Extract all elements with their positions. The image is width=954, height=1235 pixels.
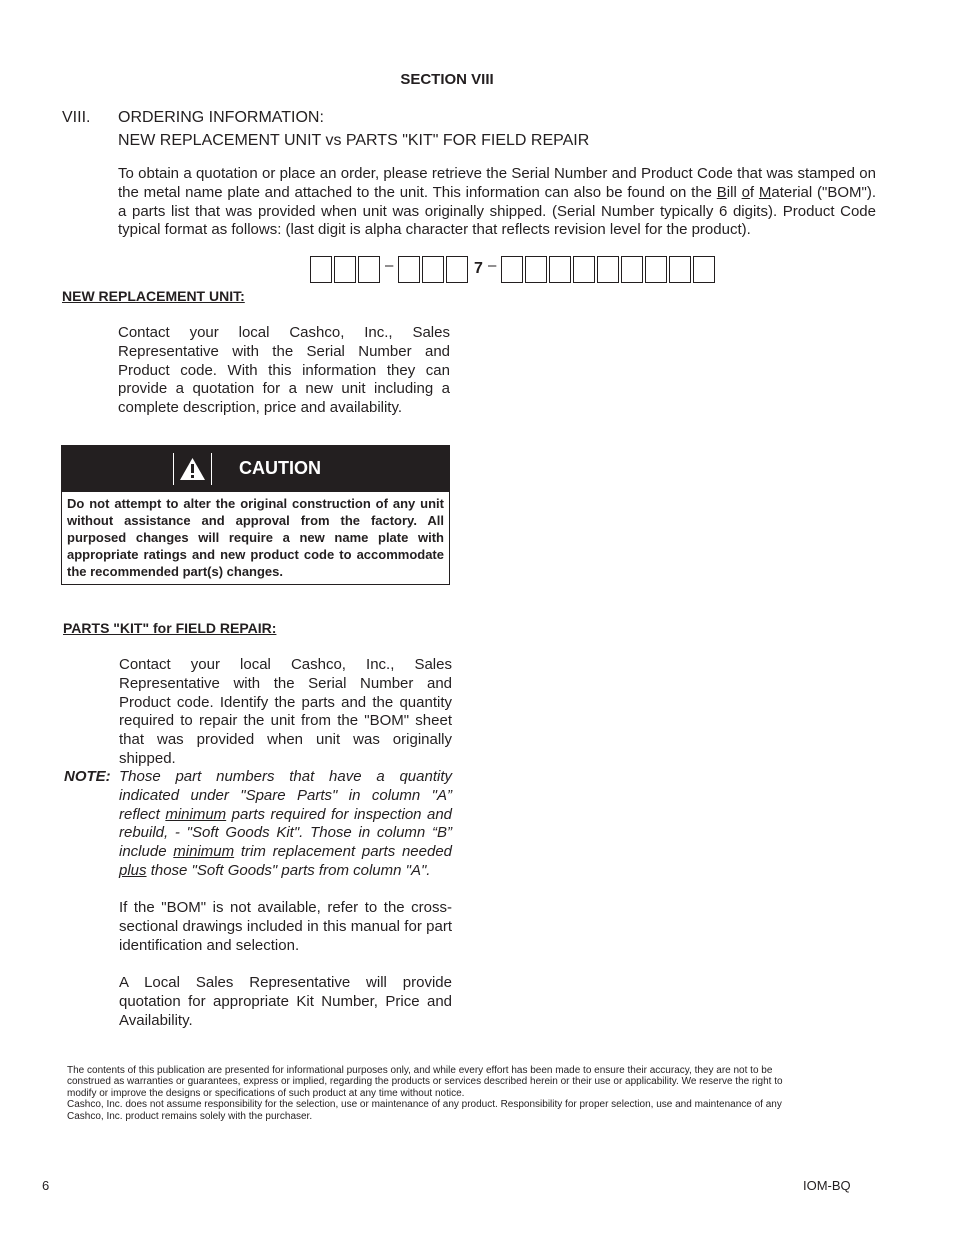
kit-heading: PARTS "KIT" for FIELD REPAIR: bbox=[63, 620, 277, 636]
code-box bbox=[525, 256, 547, 283]
code-box bbox=[422, 256, 444, 283]
code-box bbox=[549, 256, 571, 283]
note-label: NOTE: bbox=[64, 768, 111, 785]
page-number: 6 bbox=[42, 1178, 50, 1193]
section-title: SECTION VIII bbox=[400, 71, 494, 88]
caution-text: Do not attempt to alter the original construction of any unit without assistance and approval from the factory. All purposed changes will require a new name plate with appropriate ratings and new product code to accommodate the recommended part(s) changes. bbox=[67, 496, 444, 579]
code-box bbox=[398, 256, 420, 283]
warning-triangle-icon bbox=[173, 453, 212, 485]
heading-line1: ORDERING INFORMATION: bbox=[118, 109, 324, 126]
code-box bbox=[310, 256, 332, 283]
heading-number: VIII. bbox=[62, 109, 91, 126]
code-box bbox=[597, 256, 619, 283]
new-unit-paragraph: Contact your local Cashco, Inc., Sales Representative with the Serial Number and Product code. With this information they can provide a quotation for a new unit including a complete description, price and availability. bbox=[118, 324, 450, 417]
code-box bbox=[693, 256, 715, 283]
code-box bbox=[501, 256, 523, 283]
new-unit-heading: NEW REPLACEMENT UNIT: bbox=[62, 288, 245, 304]
note-text: Those part numbers that have a quantity indicated under "Spare Parts" in column "A” reflect minimum parts required for inspection and rebuild, - "Soft Goods Kit". Those in column “B” include minimum trim replacement parts needed plus those "Soft Goods" parts from column "A". bbox=[119, 768, 453, 879]
caution-header bbox=[62, 446, 449, 492]
kit-paragraph: Contact your local Cashco, Inc., Sales Representative with the Serial Number and Product code. Identify the parts and the quantity required to repair the unit from the "BOM" sheet that was provided when unit was originally shipped. bbox=[119, 656, 452, 767]
code-box bbox=[358, 256, 380, 283]
code-dash: – bbox=[488, 257, 497, 274]
product-code-format bbox=[310, 256, 730, 286]
bom-paragraph: If the "BOM" is not available, refer to the cross-sectional drawings included in this manual for part identification and selection. bbox=[119, 899, 452, 954]
code-box bbox=[621, 256, 643, 283]
code-box bbox=[573, 256, 595, 283]
code-box bbox=[334, 256, 356, 283]
document-id: IOM-BQ bbox=[803, 1178, 851, 1193]
intro-paragraph: To obtain a quotation or place an order, please retrieve the Serial Number and Product Code that was stamped on the metal name plate and attached to the unit. This information can also be found on the Bill of Material ("BOM"). a parts list that was provided when unit was originally shipped. (Serial Number typically 6 digits). Product Code typical format as follows: (last digit is alpha character that reflects revision level for the product). bbox=[118, 165, 876, 239]
disclaimer: The contents of this publication are presented for informational purposes only, and while every effort has been made to ensure their accuracy, they are not to be construed as warranties or guarantees, express or implied, regarding the products or services described herein or their use or applicability. We reserve the right to modify or improve the designs or specifications of such product at any time without notice. Cashco, Inc. does not assume responsibility for the selection, use or maintenance of any product. Responsibility for proper selection, use and maintenance of any Cashco, Inc. product remains solely with the purchaser. bbox=[67, 1065, 783, 1122]
heading-line2: NEW REPLACEMENT UNIT vs PARTS "KIT" FOR FIELD REPAIR bbox=[118, 132, 590, 149]
code-dash: – bbox=[385, 257, 394, 274]
caution-title: CAUTION bbox=[239, 458, 321, 478]
code-fixed-digit: 7 bbox=[474, 260, 483, 277]
code-box bbox=[645, 256, 667, 283]
code-box bbox=[669, 256, 691, 283]
code-box bbox=[446, 256, 468, 283]
caution-box bbox=[61, 445, 450, 585]
rep-paragraph: A Local Sales Representative will provide quotation for appropriate Kit Number, Price and Availability. bbox=[119, 974, 452, 1029]
